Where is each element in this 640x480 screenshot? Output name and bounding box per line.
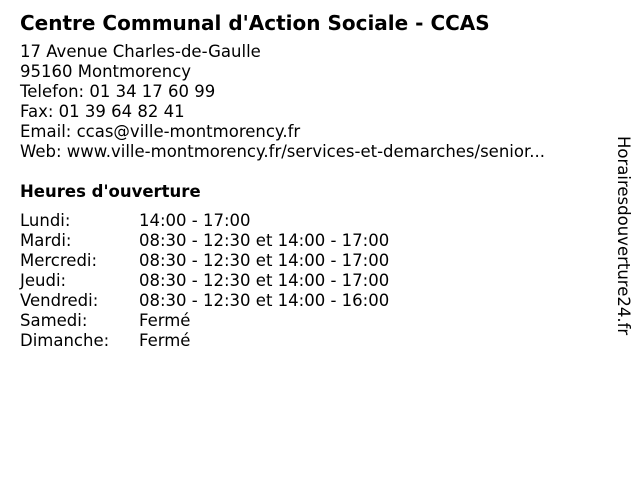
site-watermark: Horairesdouverture24.fr (614, 136, 633, 336)
day-label: Vendredi: (20, 291, 99, 310)
time-value: Fermé (139, 331, 191, 350)
time-value: 08:30 - 12:30 et 14:00 - 17:00 (139, 271, 390, 290)
time-value: Fermé (139, 311, 191, 330)
fax-line: Fax: 01 39 64 82 41 (20, 102, 185, 121)
page-title: Centre Communal d'Action Sociale - CCAS (20, 11, 490, 35)
time-value: 08:30 - 12:30 et 14:00 - 17:00 (139, 231, 390, 250)
time-value: 08:30 - 12:30 et 14:00 - 16:00 (139, 291, 390, 310)
email-line: Email: ccas@ville-montmorency.fr (20, 122, 301, 141)
hours-row-dimanche (20, 331, 600, 351)
web-line (20, 142, 600, 162)
hours-row-mercredi (20, 251, 600, 271)
hours-row-mardi (20, 231, 600, 251)
time-value: 14:00 - 17:00 (139, 211, 251, 230)
day-label: Samedi: (20, 311, 88, 330)
hours-row-jeudi (20, 271, 600, 291)
hours-row-vendredi (20, 291, 600, 311)
info-card (20, 10, 600, 351)
day-label: Jeudi: (20, 271, 67, 290)
hours-row-lundi (20, 211, 600, 231)
time-value: 08:30 - 12:30 et 14:00 - 17:00 (139, 251, 390, 270)
hours-table (20, 211, 600, 351)
day-label: Mercredi: (20, 251, 98, 270)
address-street: 17 Avenue Charles-de-Gaulle (20, 42, 261, 61)
day-label: Lundi: (20, 211, 71, 230)
hours-heading: Heures d'ouverture (20, 182, 201, 201)
address-city: 95160 Montmorency (20, 62, 192, 81)
day-label: Dimanche: (20, 331, 110, 350)
day-label: Mardi: (20, 231, 72, 250)
hours-row-samedi (20, 311, 600, 331)
contact-block (20, 42, 600, 162)
web-label: Web: (20, 142, 67, 161)
web-link[interactable]: www.ville-montmorency.fr/services-et-demarches/senior... (66, 142, 545, 161)
phone-line: Telefon: 01 34 17 60 99 (20, 82, 216, 101)
